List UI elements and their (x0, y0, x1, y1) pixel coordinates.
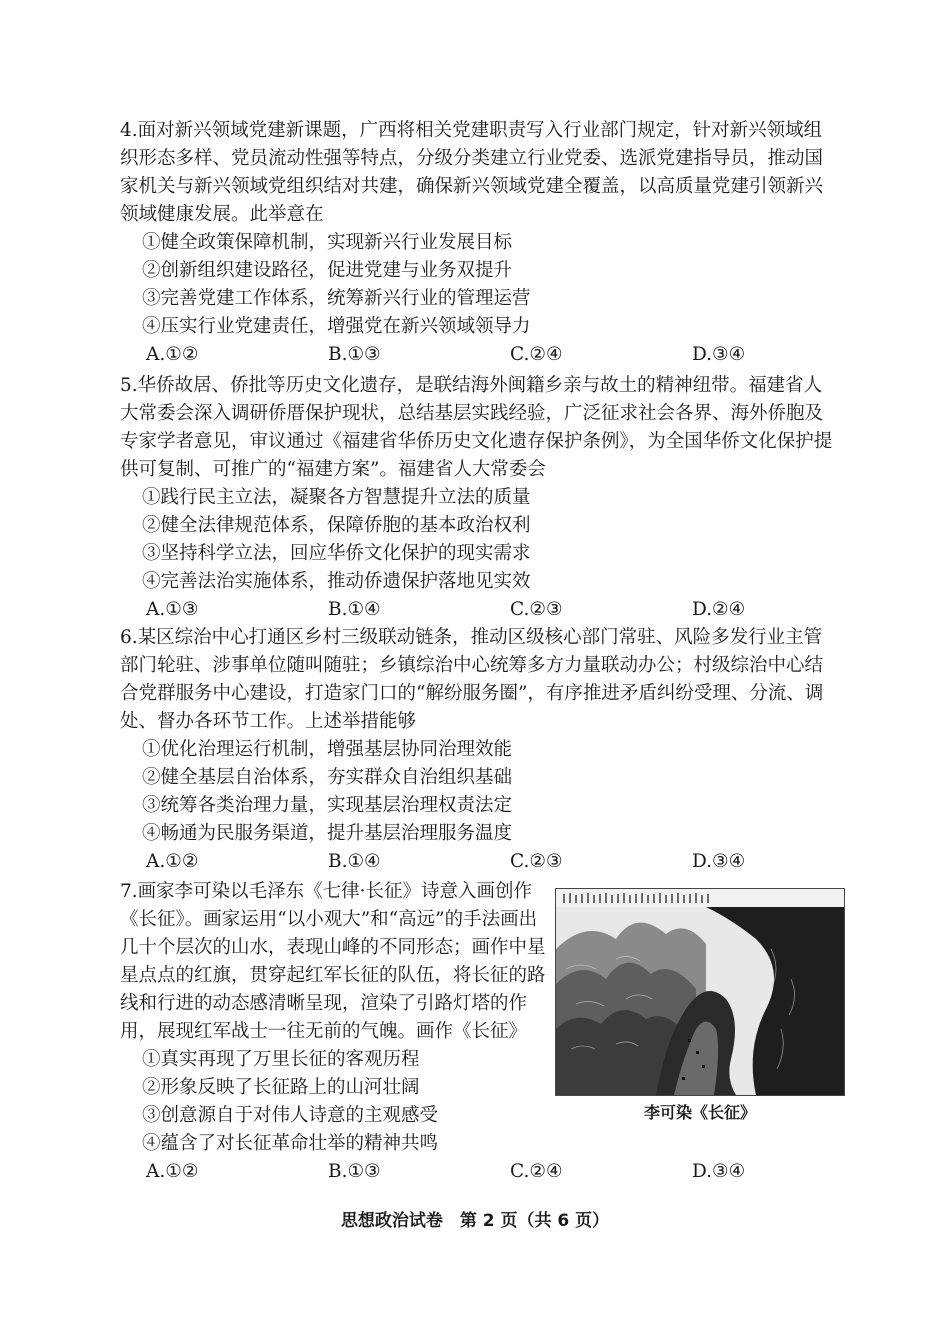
option-2: ②健全法律规范体系，保障侨胞的基本政治权利 (142, 515, 531, 536)
choice-d: D.③④ (692, 1161, 746, 1182)
question-5 (120, 372, 840, 626)
answer-choices (120, 848, 840, 878)
option-3: ③坚持科学立法，回应华侨文化保护的现实需求 (142, 543, 531, 564)
painting-caption: 李可染《长征》 (643, 1103, 756, 1122)
painting-figure (555, 888, 845, 1123)
option-2: ②创新组织建设路径，促进党建与业务双提升 (142, 260, 513, 281)
answer-choices (120, 1158, 840, 1188)
choice-d: D.③④ (692, 851, 746, 872)
question-stem: 7.画家李可染以毛泽东《七律·长征》诗意入画创作《长征》。画家运用“以小观大”和“高远”的手法画出几十个层次的山水，表现山峰的不同形态；画作中星星点点的红旗，贯穿起红军长征的队伍，将长征的路线和行进的动态感清晰呈现，渲染了引路灯塔的作用，展现红军战士一往无前的气魄。画作《长征》 (120, 881, 546, 1042)
choice-c: C.②③ (510, 851, 563, 872)
choice-a: A.①③ (146, 599, 199, 620)
choice-c: C.②③ (510, 599, 563, 620)
option-4: ④压实行业党建责任，增强党在新兴领域领导力 (142, 316, 531, 337)
choice-d: D.②④ (692, 599, 746, 620)
choice-d: D.③④ (692, 344, 746, 365)
question-stem: 6.某区综治中心打通区乡村三级联动链条，推动区级核心部门常驻、风险多发行业主管部门轮驻、涉事单位随叫随驻；乡镇综治中心统筹多方力量联动办公；村级综治中心结合党群服务中心建设，打造家门口的“解纷服务圈”，有序推进矛盾纠纷受理、分流、调处、督办各环节工作。上述举措能够 (120, 627, 824, 732)
choice-c: C.②④ (510, 344, 563, 365)
choice-b: B.①③ (328, 1161, 381, 1182)
option-3: ③完善党建工作体系，统筹新兴行业的管理运营 (142, 288, 531, 309)
question-6 (120, 624, 840, 878)
option-1: ①健全政策保障机制，实现新兴行业发展目标 (142, 232, 513, 253)
choice-a: A.①② (146, 851, 199, 872)
option-4: ④畅通为民服务渠道，提升基层治理服务温度 (142, 823, 513, 844)
choice-a: A.①② (146, 1161, 199, 1182)
option-1: ①践行民主立法，凝聚各方智慧提升立法的质量 (142, 487, 531, 508)
answer-choices (120, 596, 840, 626)
page-footer: 思想政治试卷 第 2 页（共 6 页） (340, 1211, 610, 1231)
option-1: ①真实再现了万里长征的客观历程 (142, 1049, 420, 1070)
choice-b: B.①④ (328, 599, 381, 620)
question-stem: 4.面对新兴领域党建新课题，广西将相关党建职责写入行业部门规定，针对新兴领域组织形态多样、党员流动性强等特点，分级分类建立行业党委、选派党建指导员，推动国家机关与新兴领域党组织结对共建，确保新兴领域党建全覆盖，以高质量党建引领新兴领域健康发展。此举意在 (120, 120, 824, 225)
option-1: ①优化治理运行机制，增强基层协同治理效能 (142, 739, 513, 760)
question-4 (120, 117, 840, 371)
answer-choices (120, 341, 840, 371)
long-march-painting (555, 888, 845, 1096)
choice-b: B.①④ (328, 851, 381, 872)
option-2: ②形象反映了长征路上的山河壮阔 (142, 1077, 420, 1098)
option-3: ③统筹各类治理力量，实现基层治理权责法定 (142, 795, 513, 816)
option-2: ②健全基层自治体系，夯实群众自治组织基础 (142, 767, 513, 788)
option-4: ④完善法治实施体系，推动侨遗保护落地见实效 (142, 571, 531, 592)
option-3: ③创意源自于对伟人诗意的主观感受 (142, 1105, 439, 1126)
choice-c: C.②④ (510, 1161, 563, 1182)
choice-a: A.①② (146, 344, 199, 365)
option-4: ④蕴含了对长征革命壮举的精神共鸣 (142, 1133, 439, 1154)
choice-b: B.①③ (328, 344, 381, 365)
question-stem: 5.华侨故居、侨批等历史文化遗存，是联结海外闽籍乡亲与故土的精神纽带。福建省人大常委会深入调研侨厝保护现状，总结基层实践经验，广泛征求社会各界、海外侨胞及专家学者意见，审议通过《福建省华侨历史文化遗存保护条例》，为全国华侨文化保护提供可复制、可推广的“福建方案”。福建省人大常委会 (120, 375, 833, 480)
